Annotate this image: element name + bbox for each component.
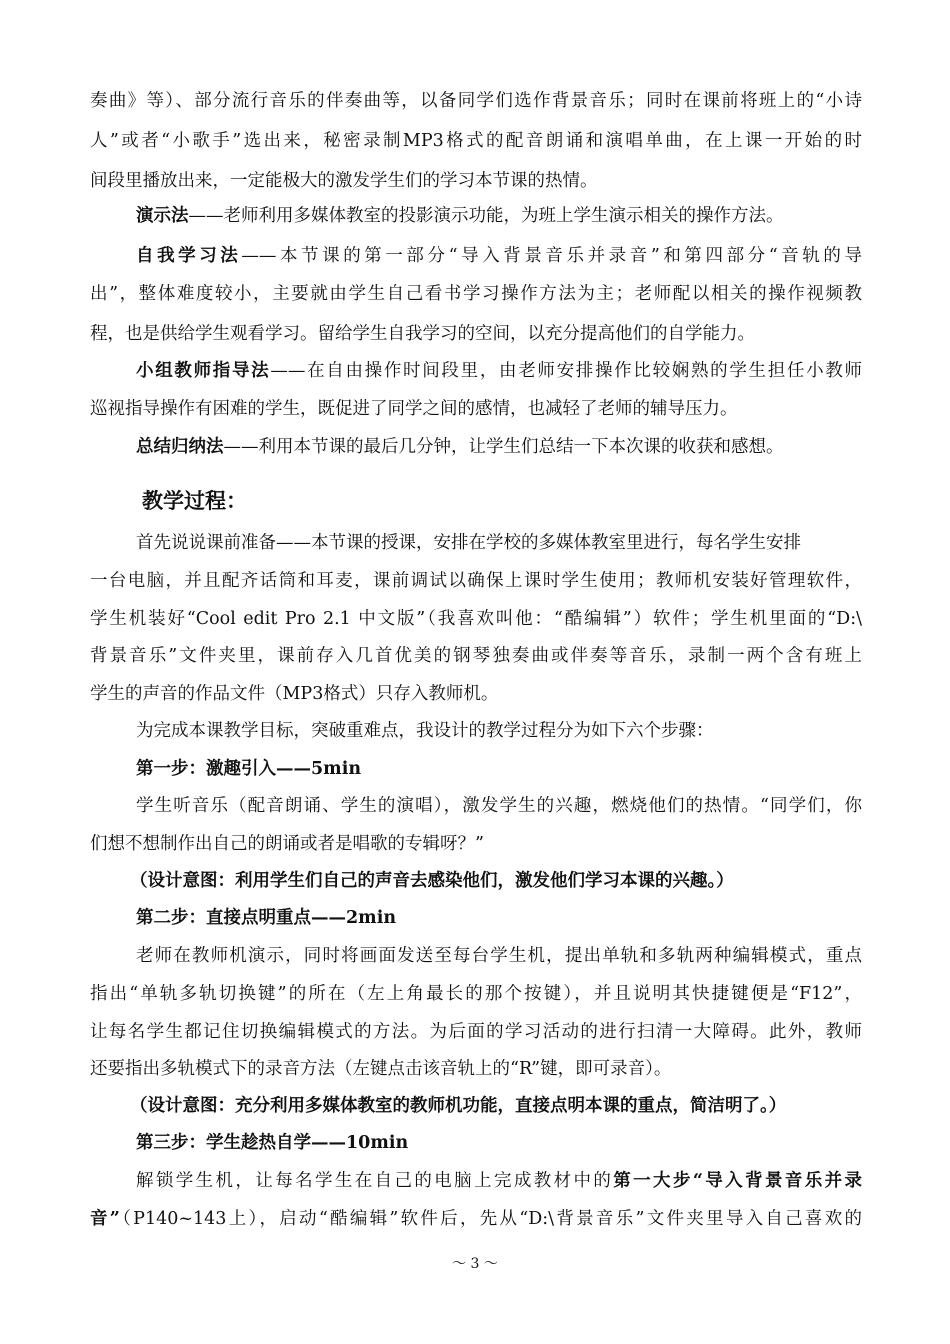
method-summary: 总结归纳法——利用本节课的最后几分钟，让学生们总结一下本次课的收获和感想。: [136, 437, 784, 457]
paragraph-line: 奏曲》等）、部分流行音乐的伴奏曲等，以备同学们选作背景音乐；同时在课前将班上的“小诗: [90, 91, 862, 111]
paragraph-line: 学生听音乐（配音朗诵、学生的演唱），激发学生的兴趣，燃烧他们的热情。“同学们，你: [136, 796, 862, 816]
paragraph-line: 让每名学生都记住切换编辑模式的方法。为后面的学习活动的进行扫清一大障碍。此外，教师: [90, 1022, 862, 1042]
method-demo: 演示法——老师利用多媒体教室的投影演示功能，为班上学生演示相关的操作方法。: [136, 206, 784, 226]
method-name: 自我学习法: [136, 246, 242, 266]
paragraph-line: 还要指出多轨模式下的录音方法（左键点击该音轨上的“R”键，即可录音）。: [90, 1059, 672, 1079]
section-heading: 教学过程：: [142, 489, 247, 513]
paragraph-line: 一台电脑，并且配齐话筒和耳麦，课前调试以确保上课时学生使用；教师机安装好管理软件，: [90, 571, 862, 591]
method-name: 小组教师指导法: [136, 361, 271, 381]
design-intent: （设计意图：利用学生们自己的声音去感染他们，激发他们学习本课的兴趣。）: [130, 871, 734, 891]
paragraph-line: 指出“单轨多轨切换键”的所在（左上角最长的那个按键），并且说明其快捷键便是“F12”，: [90, 984, 862, 1004]
paragraph-line: 老师在教师机演示，同时将画面发送至每台学生机，提出单轨和多轨两种编辑模式，重点: [136, 946, 862, 966]
step-heading: 第三步：学生趁热自学——10min: [136, 1133, 409, 1153]
paragraph-line: 出”，整体难度较小，主要就由学生自己看书学习操作方法为主；老师配以相关的操作视频教: [90, 284, 862, 304]
paragraph-line: 音”（P140~143上），启动“酷编辑”软件后，先从“D:\背景音乐”文件夹里导入自己喜欢的: [90, 1209, 862, 1229]
paragraph-line: 学生的声音的作品文件（MP3格式）只存入教师机。: [90, 684, 499, 704]
paragraph-line: 巡视指导操作有困难的学生，既促进了同学之间的感情，也减轻了老师的辅导压力。: [90, 399, 738, 419]
paragraph-line: 首先说说课前准备——本节课的授课，安排在学校的多媒体教室里进行，每名学生安排: [136, 533, 801, 553]
paragraph-line: 间段里播放出来，一定能极大的激发学生们的学习本节课的热情。: [90, 171, 598, 191]
paragraph-line: 程，也是供给学生观看学习。留给学生自我学习的空间，以充分提高他们的自学能力。: [90, 324, 755, 344]
paragraph-line: 为完成本课教学目标，突破重难点，我设计的教学过程分为如下六个步骤：: [136, 721, 714, 741]
method-name: 演示法: [136, 206, 189, 226]
method-group-guide: 小组教师指导法——在自由操作时间段里，由老师安排操作比较娴熟的学生担任小教师: [136, 361, 863, 381]
paragraph-line: 们想不想制作出自己的朗诵或者是唱歌的专辑呀？”: [90, 834, 484, 854]
paragraph-line: 人”或者“小歌手”选出来，秘密录制MP3格式的配音朗诵和演唱单曲，在上课一开始的时: [90, 131, 862, 151]
step-heading: 第一步：激趣引入——5min: [136, 759, 362, 779]
design-intent: （设计意图：充分利用多媒体教室的教师机功能，直接点明本课的重点，简洁明了。）: [130, 1096, 787, 1116]
paragraph-line: 学生机装好“Cool edit Pro 2.1 中文版”（我喜欢叫他：“酷编辑”）软件；学生机里面的“D:\: [90, 609, 862, 629]
method-self-study: 自我学习法——本节课的第一部分“导入背景音乐并录音”和第四部分“音轨的导: [136, 246, 862, 266]
paragraph-line: 解锁学生机，让每名学生在自己的电脑上完成教材中的第一大步“导入背景音乐并录: [136, 1171, 862, 1191]
paragraph-line: 背景音乐”文件夹里，课前存入几首优美的钢琴独奏曲或伴奏等音乐，录制一两个含有班上: [90, 646, 862, 666]
page-number: ～ 3 ～: [452, 1256, 498, 1272]
step-heading: 第二步：直接点明重点——2min: [136, 908, 397, 928]
method-name: 总结归纳法: [136, 437, 224, 457]
